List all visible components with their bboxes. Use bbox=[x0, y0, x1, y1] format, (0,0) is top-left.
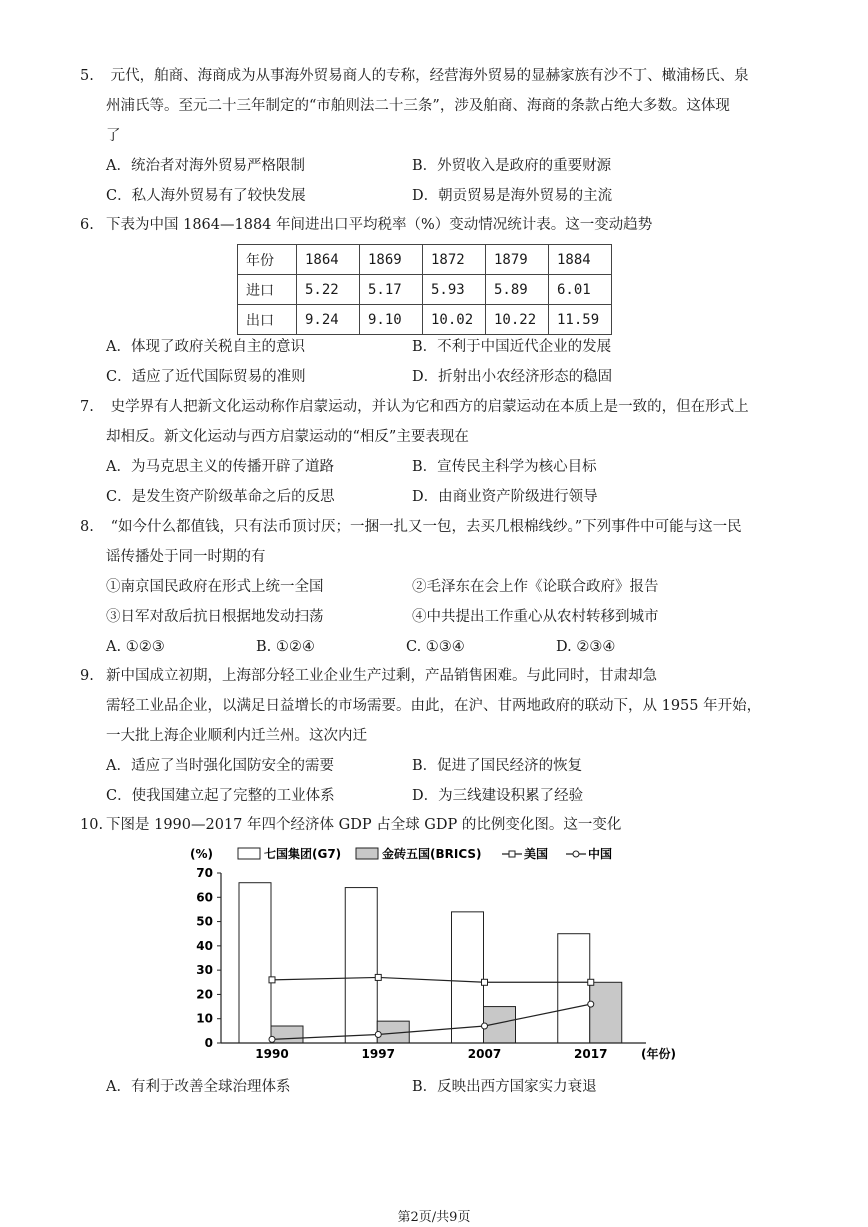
question-number: 7. bbox=[80, 399, 94, 415]
statement-3: ③日军对敌后抗日根据地发动扫荡 bbox=[106, 609, 324, 625]
option-b[interactable]: B. ①②④ bbox=[256, 639, 315, 655]
table-row bbox=[238, 305, 612, 335]
x-tick-label: 2017 bbox=[574, 1047, 608, 1061]
y-tick-label: 70 bbox=[196, 866, 213, 880]
options bbox=[80, 151, 800, 211]
option-a[interactable]: A．有利于改善全球治理体系 bbox=[106, 1079, 291, 1095]
table-cell: 9.10 bbox=[360, 305, 423, 335]
chart-legend bbox=[238, 846, 612, 861]
option-d[interactable]: D．为三线建设积累了经验 bbox=[412, 788, 584, 804]
option-b[interactable]: B．促进了国民经济的恢复 bbox=[412, 758, 583, 774]
usa-point bbox=[482, 979, 488, 985]
stem-line: 史学界有人把新文化运动称作启蒙运动，并认为它和西方的启蒙运动在本质上是一致的，但在形式上 bbox=[110, 399, 749, 415]
option-d[interactable]: D. ②③④ bbox=[556, 639, 616, 655]
table-row bbox=[238, 275, 612, 305]
gdp-share-chart bbox=[186, 840, 686, 1070]
statement-1: ①南京国民政府在形式上统一全国 bbox=[106, 579, 324, 595]
table-cell: 6.01 bbox=[549, 275, 612, 305]
option-b[interactable]: B．不利于中国近代企业的发展 bbox=[412, 339, 612, 355]
question-number: 8. bbox=[80, 519, 94, 535]
x-axis-unit: (年份) bbox=[641, 1047, 676, 1061]
page-footer: 第2页/共9页 bbox=[397, 1210, 471, 1225]
question-number: 9. bbox=[80, 668, 94, 684]
usa-point bbox=[375, 974, 381, 980]
g7-bar bbox=[239, 883, 271, 1043]
brics-bar bbox=[590, 982, 622, 1043]
option-c[interactable]: C．是发生资产阶级革命之后的反思 bbox=[106, 489, 335, 505]
option-d[interactable]: D．由商业资产阶级进行领导 bbox=[412, 489, 598, 505]
table-cell: 10.02 bbox=[423, 305, 486, 335]
option-b[interactable]: B．宣传民主科学为核心目标 bbox=[412, 459, 597, 475]
question-8-stem bbox=[80, 512, 800, 542]
stem-line: 需轻工业品企业，以满足日益增长的市场需要。由此，在沪、甘两地政府的联动下，从 1955 年开始， bbox=[106, 698, 762, 714]
stem-line: 下图是 1990—2017 年四个经济体 GDP 占全球 GDP 的比例变化图。这一变化 bbox=[106, 817, 622, 833]
question-6-options bbox=[80, 332, 800, 392]
g7-bar bbox=[558, 934, 590, 1043]
question-6 bbox=[80, 210, 800, 240]
option-a[interactable]: A．统治者对海外贸易严格限制 bbox=[106, 158, 305, 174]
question-9 bbox=[80, 661, 800, 811]
legend-label: 金砖五国(BRICS) bbox=[382, 847, 482, 861]
options bbox=[80, 1072, 800, 1102]
table-cell: 1884 bbox=[549, 245, 612, 275]
question-7-stem bbox=[80, 392, 800, 422]
option-c[interactable]: C．使我国建立起了完整的工业体系 bbox=[106, 788, 335, 804]
usa-line bbox=[272, 977, 591, 982]
option-a[interactable]: A．为马克思主义的传播开辟了道路 bbox=[106, 459, 334, 475]
y-tick-label: 50 bbox=[196, 914, 213, 929]
question-10-options bbox=[80, 1072, 800, 1102]
table-cell: 11.59 bbox=[549, 305, 612, 335]
option-a[interactable]: A．适应了当时强化国防安全的需要 bbox=[106, 758, 334, 774]
x-tick-label: 1990 bbox=[255, 1047, 289, 1061]
stem-line: 了 bbox=[106, 128, 121, 144]
usa-point bbox=[269, 977, 275, 983]
stem-line: 却相反。新文化运动与西方启蒙运动的“相反”主要表现在 bbox=[106, 429, 469, 445]
option-d[interactable]: D．折射出小农经济形态的稳固 bbox=[412, 369, 613, 385]
question-number: 6. bbox=[80, 217, 94, 233]
y-tick-label: 10 bbox=[196, 1011, 213, 1026]
question-7 bbox=[80, 392, 800, 512]
stem-line: 新中国成立初期，上海部分轻工业企业生产过剩，产品销售困难。与此同时，甘肃却急 bbox=[106, 668, 657, 684]
legend-marker bbox=[573, 851, 579, 857]
china-line bbox=[272, 1004, 591, 1039]
question-5-stem bbox=[80, 61, 800, 91]
option-d[interactable]: D．朝贡贸易是海外贸易的主流 bbox=[412, 188, 613, 204]
legend-swatch bbox=[356, 848, 378, 859]
brics-bar bbox=[271, 1026, 303, 1043]
table-cell: 年份 bbox=[238, 245, 297, 275]
china-point bbox=[269, 1036, 275, 1042]
table-cell: 5.22 bbox=[297, 275, 360, 305]
option-b[interactable]: B．反映出西方国家实力衰退 bbox=[412, 1079, 597, 1095]
stem-line: “如今什么都值钱，只有法币顶讨厌；一捆一扎又一包，去买几根棉线纱。”下列事件中可能与这一民 bbox=[110, 519, 742, 535]
china-point bbox=[375, 1032, 381, 1038]
table-cell: 进口 bbox=[238, 275, 297, 305]
options bbox=[80, 632, 800, 662]
table-header-row bbox=[238, 245, 612, 275]
statement-2: ②毛泽东在会上作《论联合政府》报告 bbox=[412, 579, 659, 595]
statement-list bbox=[80, 572, 800, 632]
bar-series bbox=[239, 883, 622, 1043]
statement-4: ④中共提出工作重心从农村转移到城市 bbox=[412, 609, 659, 625]
legend-marker bbox=[509, 851, 515, 857]
legend-label: 七国集团(G7) bbox=[264, 847, 342, 861]
legend-label: 中国 bbox=[588, 847, 613, 861]
question-10 bbox=[80, 810, 800, 840]
option-c[interactable]: C．适应了近代国际贸易的准则 bbox=[106, 369, 306, 385]
stem-line: 州浦氏等。至元二十三年制定的“市舶则法二十三条”，涉及舶商、海商的条款占绝大多数。这体现 bbox=[106, 98, 730, 114]
question-5 bbox=[80, 61, 800, 211]
x-tick-label: 2007 bbox=[467, 1047, 502, 1061]
table-cell: 5.17 bbox=[360, 275, 423, 305]
y-tick-label: 40 bbox=[196, 938, 213, 953]
options bbox=[80, 452, 800, 512]
table-cell: 1872 bbox=[423, 245, 486, 275]
table-cell: 5.93 bbox=[423, 275, 486, 305]
x-axis bbox=[221, 1043, 646, 1061]
option-a[interactable]: A. ①②③ bbox=[106, 639, 165, 655]
question-number: 10. bbox=[80, 817, 104, 833]
y-axis-unit: (%) bbox=[190, 847, 213, 861]
option-a[interactable]: A．体现了政府关税自主的意识 bbox=[106, 339, 305, 355]
stem-line: 谣传播处于同一时期的有 bbox=[106, 549, 266, 565]
g7-bar bbox=[452, 912, 484, 1043]
options bbox=[80, 332, 800, 392]
table-cell: 10.22 bbox=[486, 305, 549, 335]
table-cell: 5.89 bbox=[486, 275, 549, 305]
y-axis bbox=[196, 866, 221, 1050]
x-tick-label: 1997 bbox=[361, 1047, 395, 1061]
question-number: 5. bbox=[80, 68, 94, 84]
stem-line: 一大批上海企业顺利内迁兰州。这次内迁 bbox=[106, 728, 367, 744]
option-c[interactable]: C．私人海外贸易有了较快发展 bbox=[106, 188, 306, 204]
y-tick-label: 30 bbox=[196, 963, 213, 978]
china-point bbox=[482, 1023, 488, 1029]
usa-point bbox=[588, 979, 594, 985]
question-8 bbox=[80, 512, 800, 662]
g7-bar bbox=[345, 888, 377, 1043]
legend-label: 美国 bbox=[524, 847, 549, 861]
question-9-stem bbox=[80, 661, 800, 691]
table-cell: 1879 bbox=[486, 245, 549, 275]
options bbox=[80, 751, 800, 811]
table-cell: 9.24 bbox=[297, 305, 360, 335]
question-10-stem bbox=[80, 810, 800, 840]
y-tick-label: 0 bbox=[204, 1036, 213, 1050]
table-cell: 出口 bbox=[238, 305, 297, 335]
stem-line: 元代，舶商、海商成为从事海外贸易商人的专称，经营海外贸易的显赫家族有沙不丁、橄浦杨氏、泉 bbox=[110, 68, 749, 84]
china-point bbox=[588, 1001, 594, 1007]
table-cell: 1869 bbox=[360, 245, 423, 275]
option-b[interactable]: B．外贸收入是政府的重要财源 bbox=[412, 158, 612, 174]
y-tick-label: 20 bbox=[196, 987, 213, 1002]
option-c[interactable]: C. ①③④ bbox=[406, 639, 465, 655]
line-series bbox=[269, 974, 594, 1042]
legend-swatch bbox=[238, 848, 260, 859]
table-cell: 1864 bbox=[297, 245, 360, 275]
y-tick-label: 60 bbox=[196, 890, 213, 905]
stem-line: 下表为中国 1864—1884 年间进出口平均税率（%）变动情况统计表。这一变动趋势 bbox=[106, 217, 653, 233]
tax-rate-table bbox=[237, 244, 612, 335]
question-6-stem bbox=[80, 210, 800, 240]
